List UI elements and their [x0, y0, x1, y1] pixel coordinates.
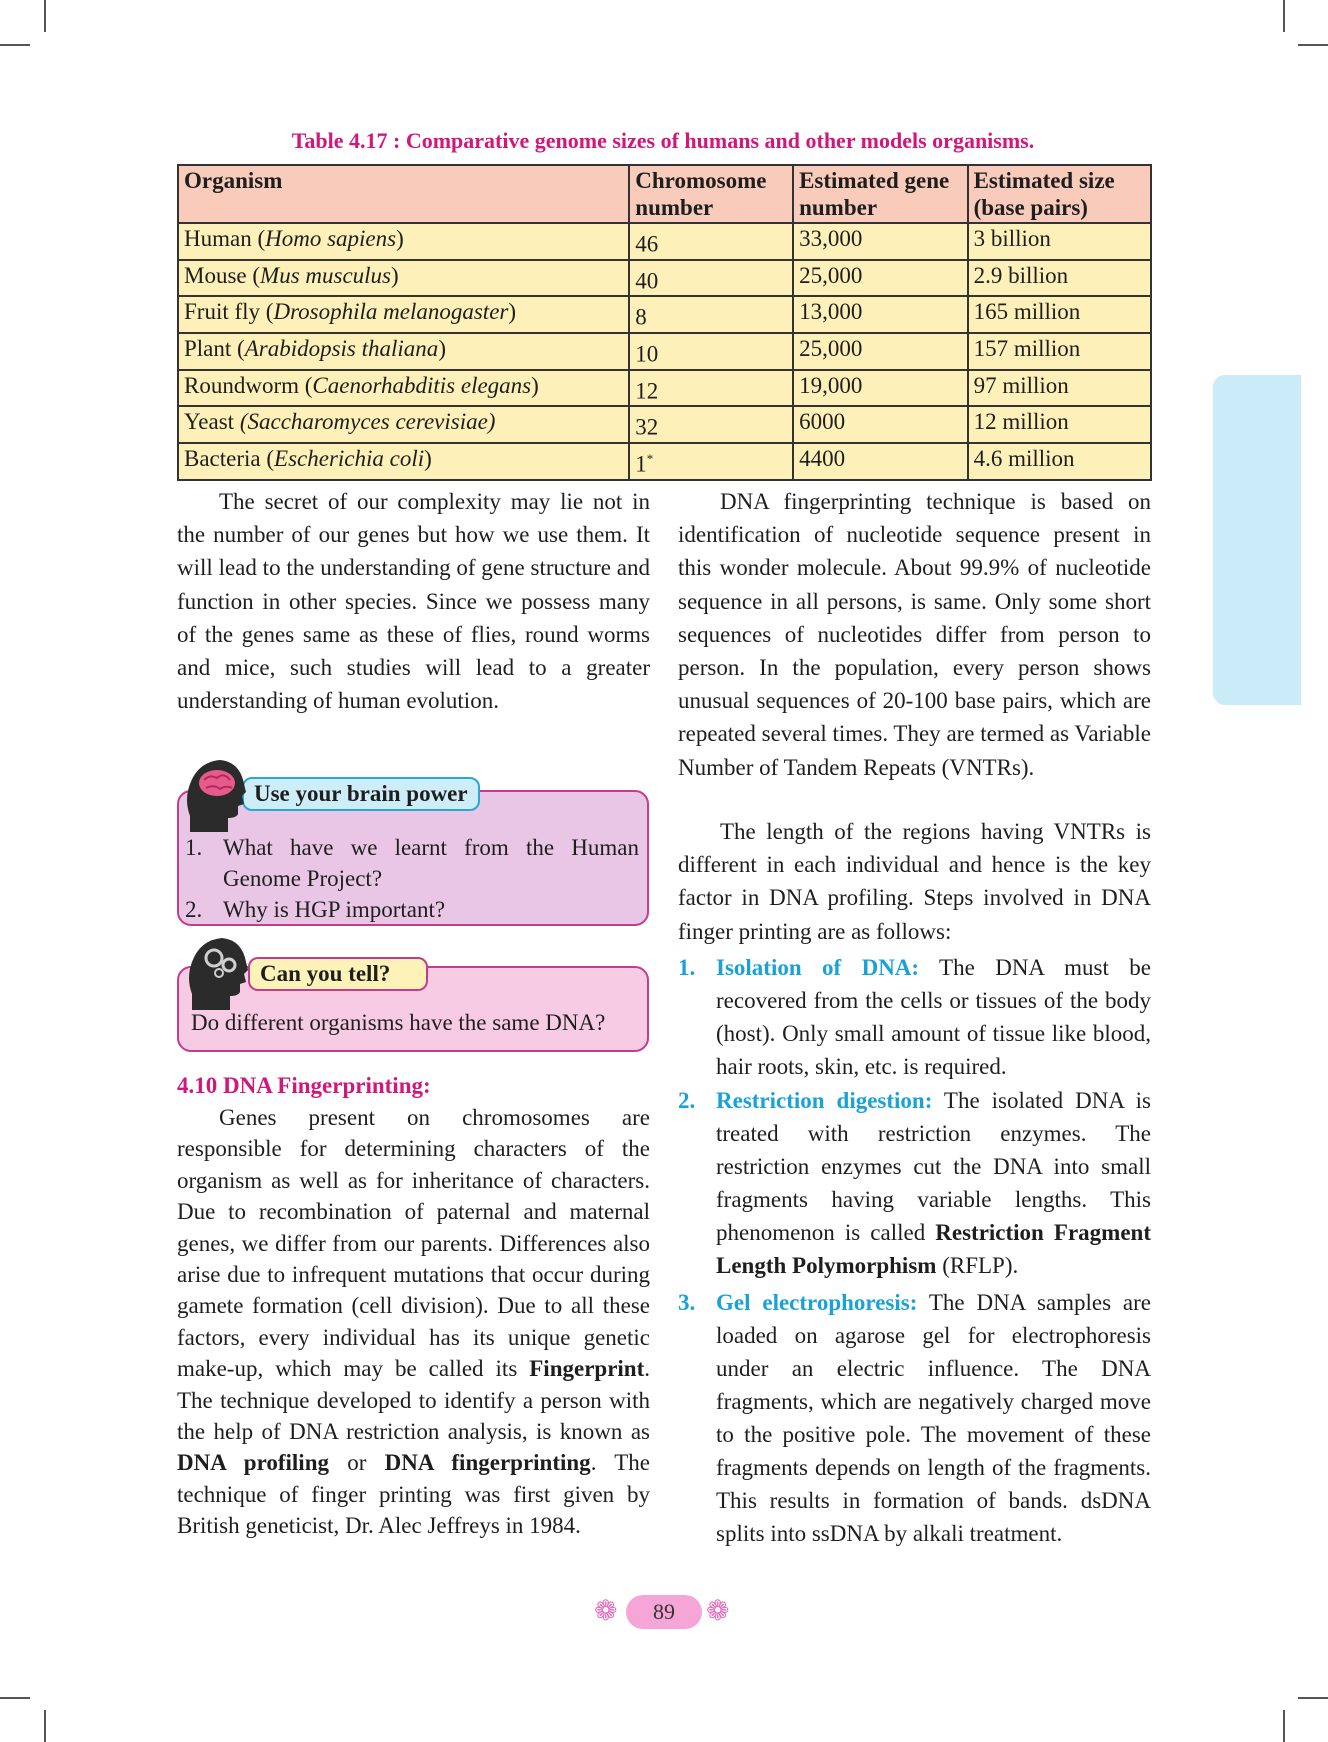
cell-gene-number: 6000	[793, 406, 967, 443]
table-header-row	[178, 165, 1151, 223]
page-number: 89	[626, 1595, 702, 1629]
table-row	[178, 406, 1151, 443]
cell-chromosome: 10	[629, 333, 793, 370]
cell-gene-number: 33,000	[793, 223, 967, 260]
cell-genome-size: 157 million	[968, 333, 1151, 370]
can-you-tell-question: Do different organisms have the same DNA?	[191, 1010, 606, 1035]
cell-chromosome: 46	[629, 223, 793, 260]
crop-mark	[0, 44, 30, 46]
brain-power-item: 1. What have we learnt from the Human Genome Project?	[185, 835, 639, 891]
gears-head-icon	[186, 934, 248, 1012]
cell-chromosome: 12	[629, 370, 793, 407]
cell-genome-size: 3 billion	[968, 223, 1151, 260]
left-intro-paragraph: The secret of our complexity may lie not in the number of our genes but how we use them. It will lead to the understanding of gene structure and function in other species. Since we possess many of the genes same as these of flies, round worms and mice, such studies will lead to a greater understanding of human evolution.	[177, 489, 650, 714]
crop-mark	[0, 1697, 30, 1699]
cell-genome-size: 2.9 billion	[968, 260, 1151, 297]
step-restriction: 2. Restriction digestion: The isolated DNA is treated with restriction enzymes. The restriction enzymes cut the DNA into small fragments having variable lengths. This phenomenon is called Restriction Fragment Length Polymorphism (RFLP).	[678, 1088, 1151, 1278]
cell-chromosome: 40	[629, 260, 793, 297]
cell-genome-size: 12 million	[968, 406, 1151, 443]
header-organism: Organism	[178, 165, 629, 223]
flower-ornament-icon: ❁	[594, 1596, 618, 1627]
crop-mark	[1283, 1710, 1285, 1742]
table-row	[178, 260, 1151, 297]
crop-mark	[44, 1710, 46, 1742]
cell-organism: Bacteria (Escherichia coli)	[178, 443, 629, 480]
table-caption: Table 4.17 : Comparative genome sizes of humans and other models organisms.	[291, 128, 1035, 153]
table-row	[178, 223, 1151, 260]
crop-mark	[1283, 0, 1285, 32]
cell-organism: Plant (Arabidopsis thaliana)	[178, 333, 629, 370]
step-isolation: 1. Isolation of DNA: The DNA must be recovered from the cells or tissues of the body (host). Only small amount of tissue like blood, hair roots, skin, etc. is required.	[678, 955, 1152, 1079]
cell-genome-size: 4.6 million	[968, 443, 1151, 480]
cell-gene-number: 19,000	[793, 370, 967, 407]
cell-chromosome: 32	[629, 406, 793, 443]
crop-mark	[1298, 44, 1328, 46]
cell-organism: Yeast (Saccharomyces cerevisiae)	[178, 406, 629, 443]
cell-organism: Roundworm (Caenorhabditis elegans)	[178, 370, 629, 407]
cell-organism: Human (Homo sapiens)	[178, 223, 629, 260]
cell-chromosome: 1*	[629, 443, 793, 480]
genome-size-table	[177, 164, 1152, 481]
cell-gene-number: 25,000	[793, 333, 967, 370]
header-gene-number: Estimated gene number	[793, 165, 967, 223]
brain-power-item: 2. Why is HGP important?	[185, 897, 446, 922]
brain-power-label: Use your brain power	[242, 777, 480, 811]
flower-ornament-icon: ❁	[706, 1596, 730, 1627]
cell-chromosome: 8	[629, 296, 793, 333]
crop-mark	[1298, 1697, 1328, 1699]
table-row	[178, 443, 1151, 480]
right-paragraph-1: DNA fingerprinting technique is based on identification of nucleotide sequence present in this wonder molecule. About 99.9% of nucleotide sequence in all persons, is same. Only some short sequences of nucleotides differ from person to person. In the population, every person shows unusual sequences of 20-100 base pairs, which are repeated several times. They are termed as Variable Number of Tandem Repeats (VNTRs).	[678, 489, 1151, 780]
crop-mark	[44, 0, 46, 32]
cell-genome-size: 165 million	[968, 296, 1151, 333]
table-row	[178, 370, 1151, 407]
page-number-ornament	[590, 1593, 738, 1633]
fingerprinting-paragraph: Genes present on chromosomes are responsible for determining characters of the organism as well as for inheritance of characters. Due to recombination of paternal and maternal genes, we differ from our parents. Differences also arise due to infrequent mutations that occur during gamete formation (cell division). Due to all these factors, every individual has its unique genetic make-up, which may be called its Fingerprint. The technique developed to identify a person with the help of DNA restriction analysis, is known as DNA profiling or DNA fingerprinting. The technique of finger printing was first given by British geneticist, Dr. Alec Jeffreys in 1984.	[177, 1105, 651, 1539]
section-title: 4.10 DNA Fingerprinting:	[177, 1073, 431, 1098]
cell-organism: Mouse (Mus musculus)	[178, 260, 629, 297]
can-you-tell-label: Can you tell?	[248, 957, 428, 991]
cell-gene-number: 4400	[793, 443, 967, 480]
cell-gene-number: 13,000	[793, 296, 967, 333]
table-row	[178, 333, 1151, 370]
table-row	[178, 296, 1151, 333]
brain-head-icon	[184, 756, 246, 834]
header-genome-size: Estimated size (base pairs)	[968, 165, 1151, 223]
cell-genome-size: 97 million	[968, 370, 1151, 407]
chapter-side-tab	[1213, 375, 1301, 705]
cell-organism: Fruit fly (Drosophila melanogaster)	[178, 296, 629, 333]
step-electrophoresis: 3. Gel electrophoresis: The DNA samples are loaded on agarose gel for electrophoresis under an electric influence. The DNA fragments, which are negatively charged move to the positive pole. The movement of these fragments depends on length of the fragments. This results in formation of bands. dsDNA splits into ssDNA by alkali treatment.	[678, 1290, 1152, 1546]
header-chromosome-number: Chromosome number	[629, 165, 793, 223]
right-paragraph-2: The length of the regions having VNTRs is different in each individual and hence is the key factor in DNA profiling. Steps involved in DNA finger printing are as follows:	[678, 819, 1151, 944]
cell-gene-number: 25,000	[793, 260, 967, 297]
